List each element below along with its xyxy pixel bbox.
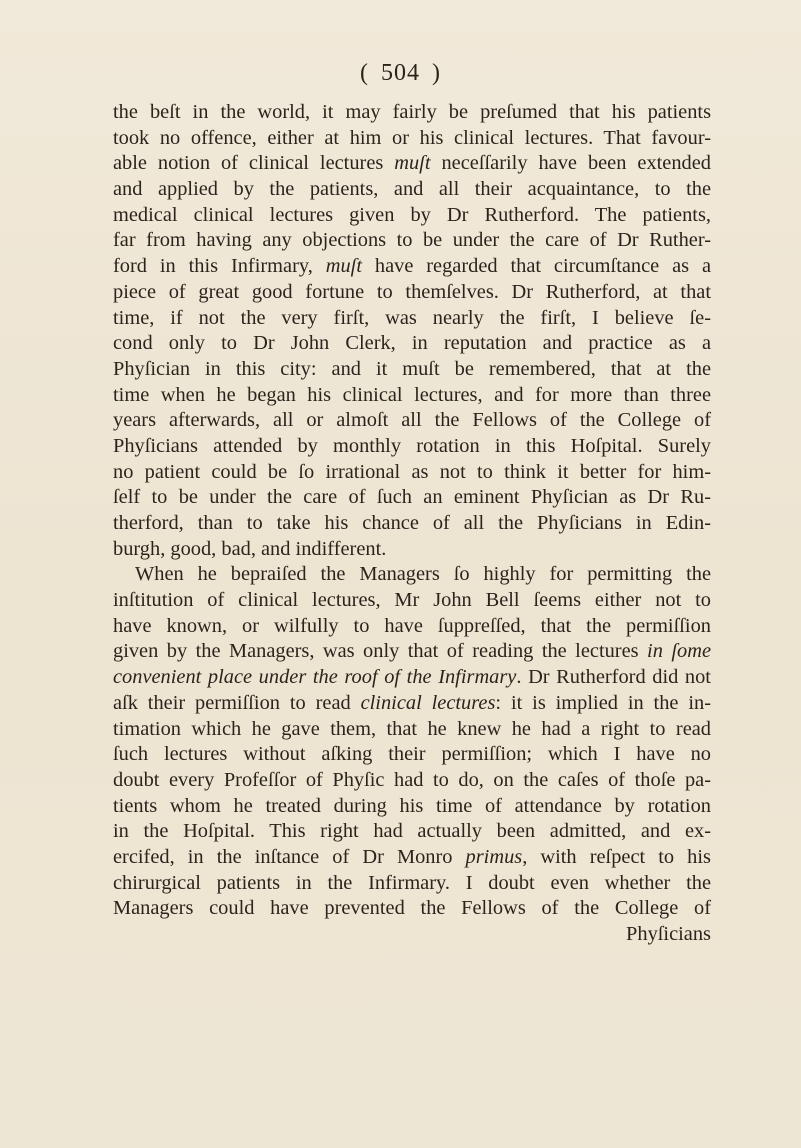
text-line <box>113 203 711 229</box>
text-line <box>113 408 711 434</box>
text-segment: years afterwards, all or almoſt all the Fellows of the College of <box>113 409 711 432</box>
text-segment: aſk their permiſſion to read <box>113 691 361 714</box>
text-segment: clinical lectures <box>360 691 496 714</box>
text-line <box>113 588 711 614</box>
text-line <box>113 228 711 254</box>
text-segment: able notion of clinical lectures <box>113 152 395 175</box>
text-line <box>113 896 711 922</box>
text-segment: therford, than to take his chance of all the Phyſicians in Edin- <box>113 512 711 534</box>
text-segment: took no offence, either at him or his clinical lectures. That favour- <box>113 126 711 149</box>
text-segment: muſt <box>394 152 431 175</box>
text-line <box>113 819 711 845</box>
text-line <box>113 126 711 152</box>
text-segment: ford in this Infirmary, <box>113 255 326 278</box>
text-segment: ſelf to be under the care of ſuch an eminent Phyſician as Dr Ru- <box>113 486 711 509</box>
text-line <box>113 742 711 768</box>
text-line <box>113 434 711 460</box>
text-line <box>113 562 711 588</box>
text-segment: primus <box>465 845 523 868</box>
text-line <box>113 717 711 743</box>
page-number-value: 504 <box>381 60 420 86</box>
text-line <box>113 254 711 280</box>
text-segment: medical clinical lectures given by Dr Rutherford. The patients, <box>113 203 711 226</box>
text-segment: . Dr Rutherford did not <box>516 666 711 689</box>
text-segment: in ſome <box>647 640 711 663</box>
text-segment: in the Hoſpital. This right had actually been admitted, and ex- <box>113 820 711 843</box>
text-line <box>113 357 711 383</box>
text-segment: burgh, good, bad, and indifferent. <box>113 537 387 560</box>
text-line <box>113 794 711 820</box>
text-segment: Managers could have prevented the Fellows of the College of <box>113 897 711 920</box>
text-segment: Phyſicians attended by monthly rotation in this Hoſpital. Surely <box>113 434 711 457</box>
text-line <box>113 460 711 486</box>
text-line <box>113 639 711 665</box>
text-segment: chirurgical patients in the Infirmary. I doubt even whether the <box>113 871 711 894</box>
text-segment: far from having any objections to be under the care of Dr Ruther- <box>113 229 711 252</box>
text-segment: : it is implied in the in- <box>495 691 711 714</box>
text-segment: timation which he gave them, that he knew he had a right to read <box>113 717 711 740</box>
page-number: ( 504 ) <box>360 60 441 86</box>
text-line <box>113 306 711 332</box>
text-line <box>113 485 711 511</box>
text-segment: no patient could be ſo irrational as not to think it better for him- <box>113 460 711 483</box>
text-line <box>113 280 711 306</box>
text-line <box>113 151 711 177</box>
text-line <box>113 871 711 897</box>
text-segment: time, if not the very firſt, was nearly the firſt, I believe ſe- <box>113 306 711 329</box>
text-segment: convenient place under the roof of the Infirmary <box>113 666 517 689</box>
text-line <box>113 511 711 537</box>
body-text <box>113 100 711 948</box>
text-segment: tients whom he treated during his time of attendance by rotation <box>113 794 711 817</box>
text-line <box>113 614 711 640</box>
text-segment: Phyſicians <box>626 923 711 945</box>
text-segment: neceſſarily have been extended <box>430 152 711 175</box>
text-segment: muſt <box>325 255 362 278</box>
text-segment: When he bepraiſed the Managers ſo highly for permitting the <box>135 563 711 586</box>
text-segment: have known, or wilfully to have ſuppreſſed, that the permiſſion <box>113 614 711 637</box>
text-line <box>113 845 711 871</box>
text-segment: time when he began his clinical lectures, and for more than three <box>113 383 711 406</box>
text-line <box>113 768 711 794</box>
text-line <box>113 691 711 717</box>
text-segment: inſtitution of clinical lectures, Mr John Bell ſeems either not to <box>113 589 711 612</box>
text-segment: given by the Managers, was only that of reading the lectures <box>113 640 648 663</box>
text-line <box>113 100 711 126</box>
text-line <box>113 177 711 203</box>
text-line <box>113 383 711 409</box>
text-segment: ercifed, in the inſtance of Dr Monro <box>113 845 466 868</box>
text-segment: have regarded that circumſtance as a <box>362 255 712 278</box>
text-segment: ſuch lectures without aſking their permiſſion; which I have no <box>113 743 711 766</box>
text-segment: and applied by the patients, and all their acquaintance, to the <box>113 178 711 201</box>
text-segment: the beſt in the world, it may fairly be preſumed that his patients <box>113 101 711 123</box>
text-segment: , with reſpect to his <box>522 845 711 868</box>
text-line <box>113 665 711 691</box>
text-segment: Phyſician in this city: and it muſt be remembered, that at the <box>113 357 711 380</box>
text-line <box>113 922 711 948</box>
text-line <box>113 331 711 357</box>
text-segment: cond only to Dr John Clerk, in reputation and practice as a <box>113 332 711 355</box>
text-line <box>113 537 711 563</box>
text-segment: piece of great good fortune to themſelves. Dr Rutherford, at that <box>113 280 711 303</box>
text-segment: doubt every Profeſſor of Phyſic had to do, on the caſes of thoſe pa- <box>113 768 711 791</box>
